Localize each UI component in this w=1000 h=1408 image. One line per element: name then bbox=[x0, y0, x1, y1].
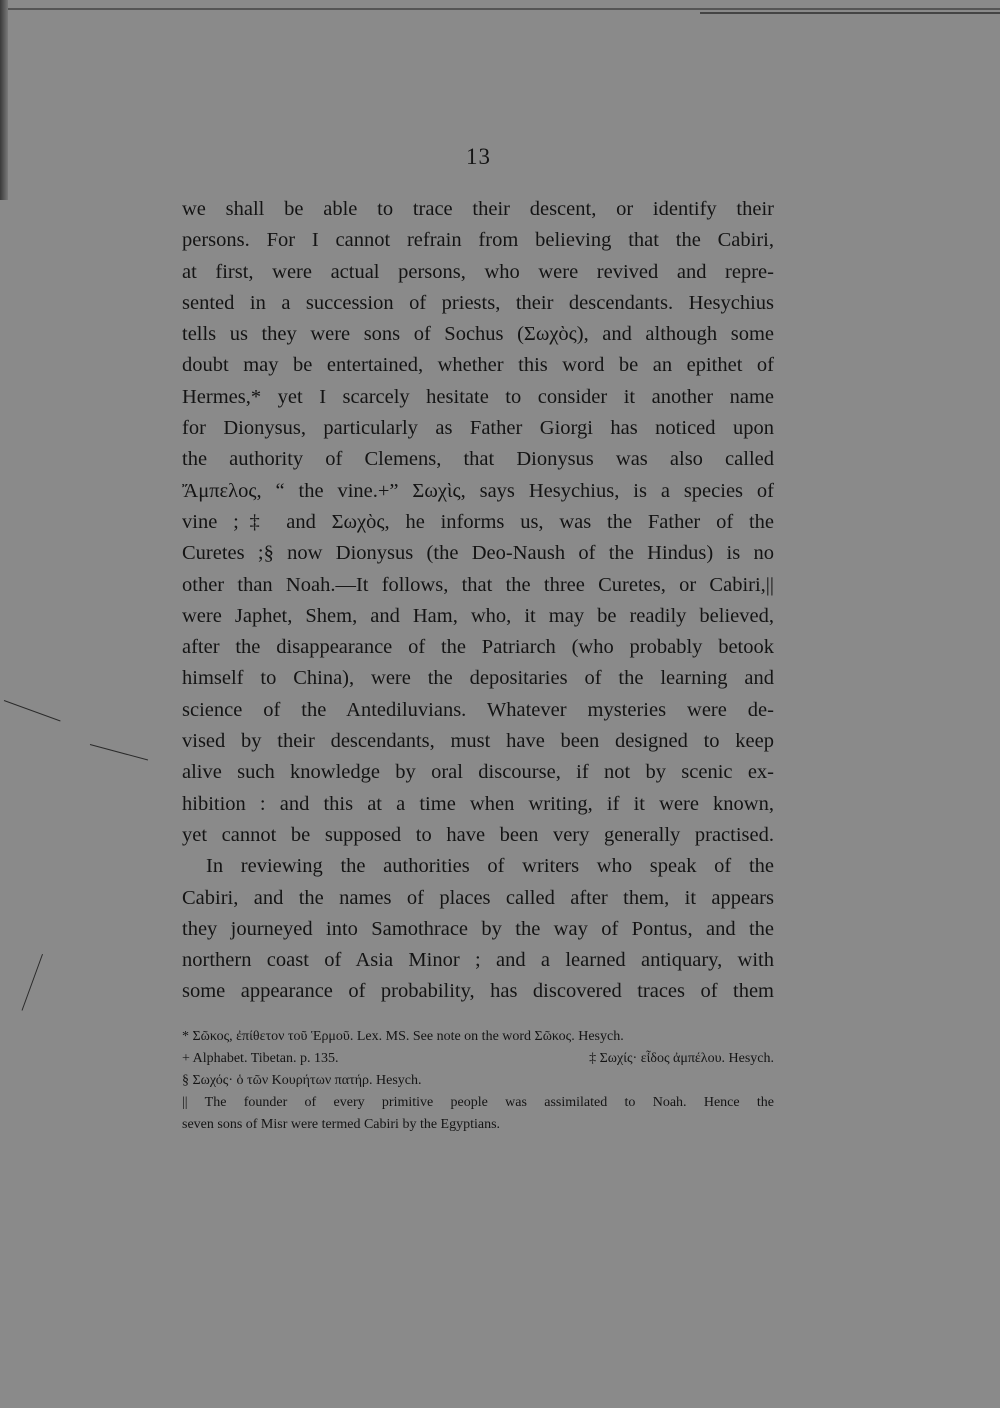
text-line: Ἄμπελος, “ the vine.+” Σωχὶς, says Hesychius, is a species of bbox=[182, 479, 774, 502]
page-number: 13 bbox=[466, 144, 491, 169]
footnote-row bbox=[182, 1048, 774, 1070]
text-line: persons. For I cannot refrain from believing that the Cabiri, bbox=[182, 229, 774, 252]
text-line: at first, were actual persons, who were revived and repre- bbox=[182, 260, 774, 283]
footnote: seven sons of Misr were termed Cabiri by the Egyptians. bbox=[182, 1117, 501, 1132]
body-text bbox=[182, 194, 774, 1008]
text-line: vine ;‡ and Σωχὸς, he informs us, was the Father of the bbox=[182, 510, 774, 533]
text-line: doubt may be entertained, whether this word be an epithet of bbox=[182, 354, 774, 377]
left-binding-shadow bbox=[0, 0, 8, 200]
text-line: sented in a succession of priests, their descendants. Hesychius bbox=[182, 291, 774, 314]
text-line: the authority of Clemens, that Dionysus was also called bbox=[182, 448, 774, 471]
text-line: were Japhet, Shem, and Ham, who, it may be readily believed, bbox=[182, 604, 774, 627]
text-line: Hermes,* yet I scarcely hesitate to consider it another name bbox=[182, 385, 774, 408]
text-line: In reviewing the authorities of writers who speak of the bbox=[206, 855, 774, 878]
scratch-mark bbox=[90, 744, 148, 760]
top-border-line bbox=[0, 8, 1000, 10]
text-line: other than Noah.—It follows, that the three Curetes, or Cabiri,|| bbox=[182, 573, 774, 596]
text-line: Cabiri, and the names of places called after them, it appears bbox=[182, 886, 774, 909]
text-line: for Dionysus, particularly as Father Giorgi has noticed upon bbox=[182, 417, 774, 440]
text-line: himself to China), were the depositaries of the learning and bbox=[182, 667, 774, 690]
footnote: + Alphabet. Tibetan. p. 135. bbox=[182, 1051, 339, 1066]
text-line: yet cannot be supposed to have been very generally practised. bbox=[182, 823, 774, 846]
footnote: § Σωχός· ὁ τῶν Κουρήτων πατήρ. Hesych. bbox=[182, 1073, 422, 1088]
footnote: * Σῶκος, ἐπίθετον τοῦ Ἑρμοῦ. Lex. MS. See note on the word Σῶκος. Hesych. bbox=[182, 1029, 624, 1044]
footnote: ‡ Σωχίς· εἶδος ἀμπέλου. Hesych. bbox=[589, 1051, 774, 1066]
text-line: alive such knowledge by oral discourse, if not by scenic ex- bbox=[182, 761, 774, 784]
text-line: Curetes ;§ now Dionysus (the Deo-Naush of the Hindus) is no bbox=[182, 542, 774, 565]
text-line: hibition : and this at a time when writing, if it were known, bbox=[182, 792, 774, 815]
top-border-line-secondary bbox=[700, 12, 1000, 14]
text-line: some appearance of probability, has discovered traces of them bbox=[182, 980, 774, 1003]
footnotes bbox=[182, 1026, 774, 1136]
text-line: we shall be able to trace their descent, or identify their bbox=[182, 198, 774, 220]
text-line: after the disappearance of the Patriarch (who probably betook bbox=[182, 636, 774, 659]
text-line: they journeyed into Samothrace by the way of Pontus, and the bbox=[182, 917, 774, 940]
footnote: || The founder of every primitive people was assimilated to Noah. Hence the bbox=[182, 1095, 774, 1110]
text-line: tells us they were sons of Sochus (Σωχὸς), and although some bbox=[182, 323, 774, 346]
scratch-mark bbox=[4, 700, 61, 721]
text-line: science of the Antediluvians. Whatever mysteries were de- bbox=[182, 698, 774, 721]
text-line: northern coast of Asia Minor ; and a learned antiquary, with bbox=[182, 949, 774, 972]
text-line: vised by their descendants, must have been designed to keep bbox=[182, 730, 774, 753]
scratch-mark bbox=[22, 954, 43, 1011]
